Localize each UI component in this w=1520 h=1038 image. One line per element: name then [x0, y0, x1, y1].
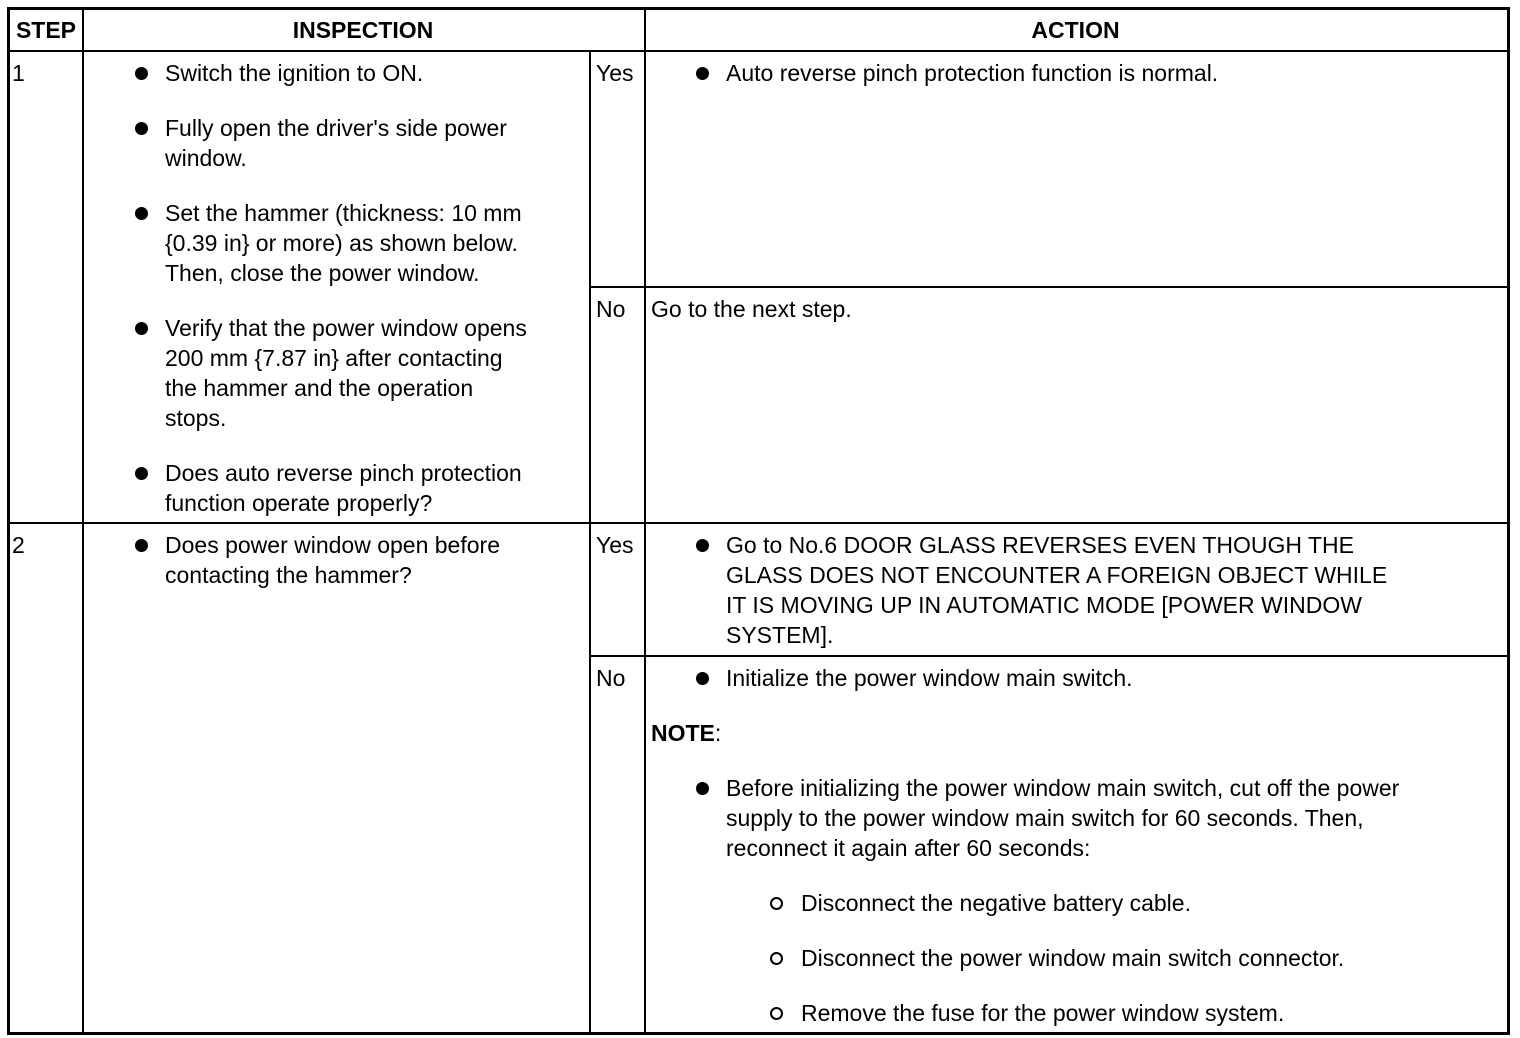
step2-yes-no-divider: [589, 655, 1507, 657]
bullet-icon: [696, 539, 709, 552]
action-line: Go to the next step.: [651, 296, 852, 322]
note-label: NOTE: [651, 720, 715, 746]
note-line: reconnect it again after 60 seconds:: [726, 835, 1091, 861]
header-step: STEP: [15, 17, 77, 43]
inspection-line: Then, close the power window.: [165, 260, 480, 286]
step-column-divider: [82, 10, 84, 1032]
step1-yes-no-divider: [589, 286, 1507, 288]
hollow-bullet-icon: [770, 952, 783, 965]
inspection-line: Does auto reverse pinch protection: [165, 460, 522, 486]
bullet-icon: [135, 122, 148, 135]
bullet-icon: [135, 539, 148, 552]
bullet-icon: [135, 467, 148, 480]
bullet-icon: [696, 782, 709, 795]
yes-label: Yes: [596, 532, 634, 558]
inspection-line: Switch the ignition to ON.: [165, 60, 424, 86]
inspection-line: stops.: [165, 405, 227, 431]
sub-item: Disconnect the negative battery cable.: [801, 890, 1191, 916]
inspection-line: contacting the hammer?: [165, 562, 412, 588]
header-action: ACTION: [1031, 17, 1120, 43]
hollow-bullet-icon: [770, 1007, 783, 1020]
bullet-icon: [696, 67, 709, 80]
action-line: Initialize the power window main switch.: [726, 665, 1133, 691]
no-label: No: [596, 296, 626, 322]
inspection-line: 200 mm {7.87 in} after contacting: [165, 345, 503, 371]
inspection-line: Verify that the power window opens: [165, 315, 527, 341]
inspection-line: function operate properly?: [165, 490, 433, 516]
inspection-line: Does power window open before: [165, 532, 500, 558]
action-line: IT IS MOVING UP IN AUTOMATIC MODE [POWER WINDOW: [726, 592, 1362, 618]
note-line: Before initializing the power window main switch, cut off the power: [726, 775, 1400, 801]
yes-label: Yes: [596, 60, 634, 86]
bullet-icon: [135, 322, 148, 335]
header-divider: [10, 50, 1507, 52]
note-heading: [651, 718, 721, 748]
inspection-line: Fully open the driver's side power: [165, 115, 507, 141]
step-divider: [10, 522, 1507, 524]
bullet-icon: [696, 672, 709, 685]
step-number: 1: [12, 60, 25, 86]
header-inspection: INSPECTION: [292, 17, 434, 43]
action-line: Auto reverse pinch protection function is normal.: [726, 60, 1219, 86]
inspection-line: {0.39 in} or more) as shown below.: [165, 230, 518, 256]
hollow-bullet-icon: [770, 897, 783, 910]
step-number: 2: [12, 532, 25, 558]
bullet-icon: [135, 67, 148, 80]
inspection-line: window.: [165, 145, 247, 171]
sub-item: Disconnect the power window main switch connector.: [801, 945, 1345, 971]
bullet-icon: [135, 207, 148, 220]
action-column-divider: [644, 10, 646, 1032]
answer-column-divider: [589, 50, 591, 1032]
sub-item: Remove the fuse for the power window system.: [801, 1000, 1285, 1026]
action-line: Go to No.6 DOOR GLASS REVERSES EVEN THOUGH THE: [726, 532, 1354, 558]
inspection-line: the hammer and the operation: [165, 375, 474, 401]
note-line: supply to the power window main switch for 60 seconds. Then,: [726, 805, 1364, 831]
action-line: GLASS DOES NOT ENCOUNTER A FOREIGN OBJECT WHILE: [726, 562, 1388, 588]
inspection-table: [7, 7, 1510, 1035]
note-colon: :: [714, 720, 722, 746]
inspection-line: Set the hammer (thickness: 10 mm: [165, 200, 522, 226]
action-line: SYSTEM].: [726, 622, 834, 648]
no-label: No: [596, 665, 626, 691]
